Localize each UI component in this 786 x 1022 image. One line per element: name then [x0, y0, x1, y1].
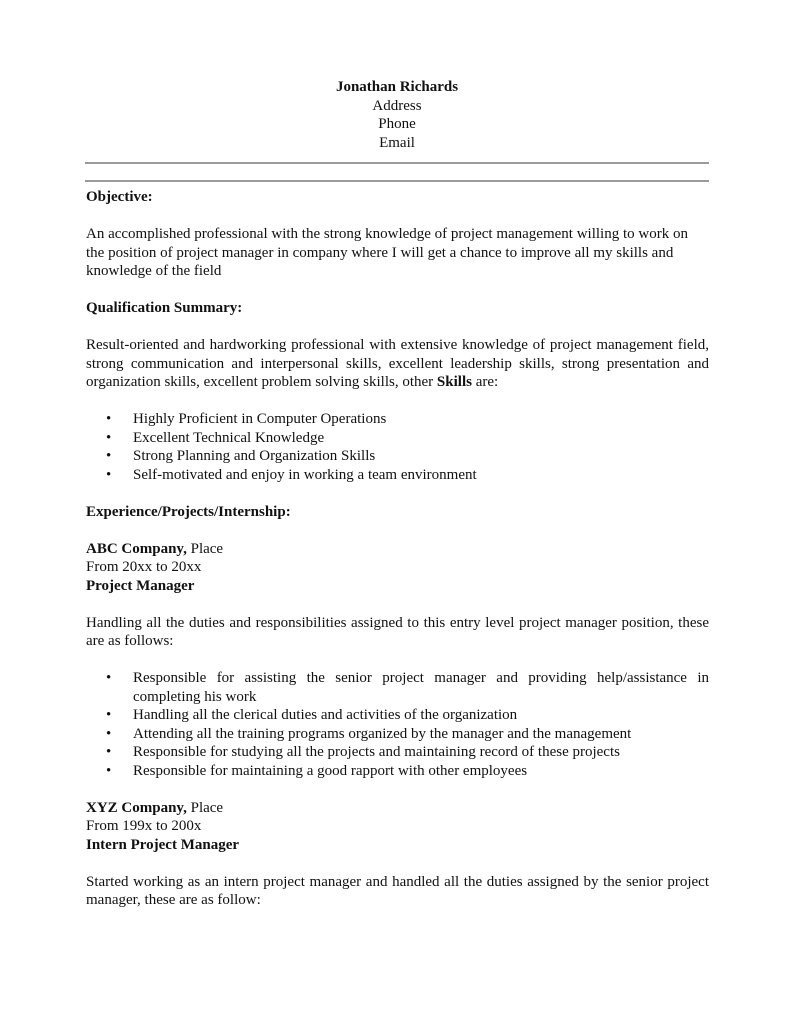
header-divider-bottom: [85, 180, 709, 182]
resume-header: [0, 78, 786, 152]
qualification-text-end: are:: [475, 374, 499, 390]
list-item: • Responsible for assisting the senior project manager and providing help/assistance in completing his work: [86, 669, 709, 706]
experience-section: [86, 503, 709, 910]
list-item: • Excellent Technical Knowledge: [86, 429, 709, 448]
job-place: Place: [190, 799, 224, 816]
list-item: • Responsible for maintaining a good rapport with other employees: [86, 762, 709, 781]
job-period: From 199x to 200x: [86, 818, 202, 834]
list-item: • Self-motivated and enjoy in working a team environment: [86, 466, 709, 485]
header-divider-top: [85, 162, 709, 164]
resume-body: [86, 188, 709, 910]
list-item: • Handling all the clerical duties and activities of the organization: [86, 706, 709, 725]
job-title: Intern Project Manager: [86, 836, 240, 853]
list-item: • Attending all the training programs organized by the manager and the management: [86, 725, 709, 744]
objective-heading: Objective:: [86, 189, 153, 205]
job-company: XYZ Company,: [86, 799, 187, 816]
qualification-text: [86, 336, 709, 392]
job-company-line: [86, 799, 709, 818]
job-place: Place: [190, 540, 224, 557]
candidate-name: Jonathan Richards: [335, 79, 459, 95]
job-title: Project Manager: [86, 577, 195, 594]
phone-line: Phone: [378, 116, 416, 132]
email-line: Email: [379, 134, 415, 151]
job-entry-xyz: [86, 799, 709, 910]
job-intro: Handling all the duties and responsibilities assigned to this entry level project manager position, these are as follows:: [86, 614, 709, 649]
duties-list: [86, 669, 709, 780]
list-item: • Responsible for studying all the projects and maintaining record of these projects: [86, 743, 709, 762]
qualification-heading: Qualification Summary:: [86, 300, 243, 316]
objective-section: [86, 188, 709, 281]
job-period: From 20xx to 20xx: [86, 559, 202, 575]
skills-list: [86, 410, 709, 484]
job-intro: Started working as an intern project manager and handled all the duties assigned by the senior project manager, these are as follow:: [86, 873, 709, 908]
skills-word: Skills: [436, 374, 472, 390]
experience-heading: Experience/Projects/Internship:: [86, 503, 291, 520]
address-line: Address: [372, 97, 422, 114]
job-company-line: [86, 540, 709, 559]
qualification-section: [86, 299, 709, 484]
job-entry-abc: [86, 540, 709, 781]
objective-text: An accomplished professional with the strong knowledge of project management willing to work on the position of project manager in company where I will get a chance to improve all my skills and knowledge of the field: [86, 226, 688, 279]
job-company: ABC Company,: [86, 540, 187, 557]
list-item: • Highly Proficient in Computer Operations: [86, 410, 709, 429]
list-item: • Strong Planning and Organization Skills: [86, 447, 709, 466]
qualification-text-main: Result-oriented and hardworking professional with extensive knowledge of project management field, strong communication and interpersonal skills, excellent leadership skills, strong presentation and organization skills, excellent problem solving skills, other: [86, 337, 709, 390]
